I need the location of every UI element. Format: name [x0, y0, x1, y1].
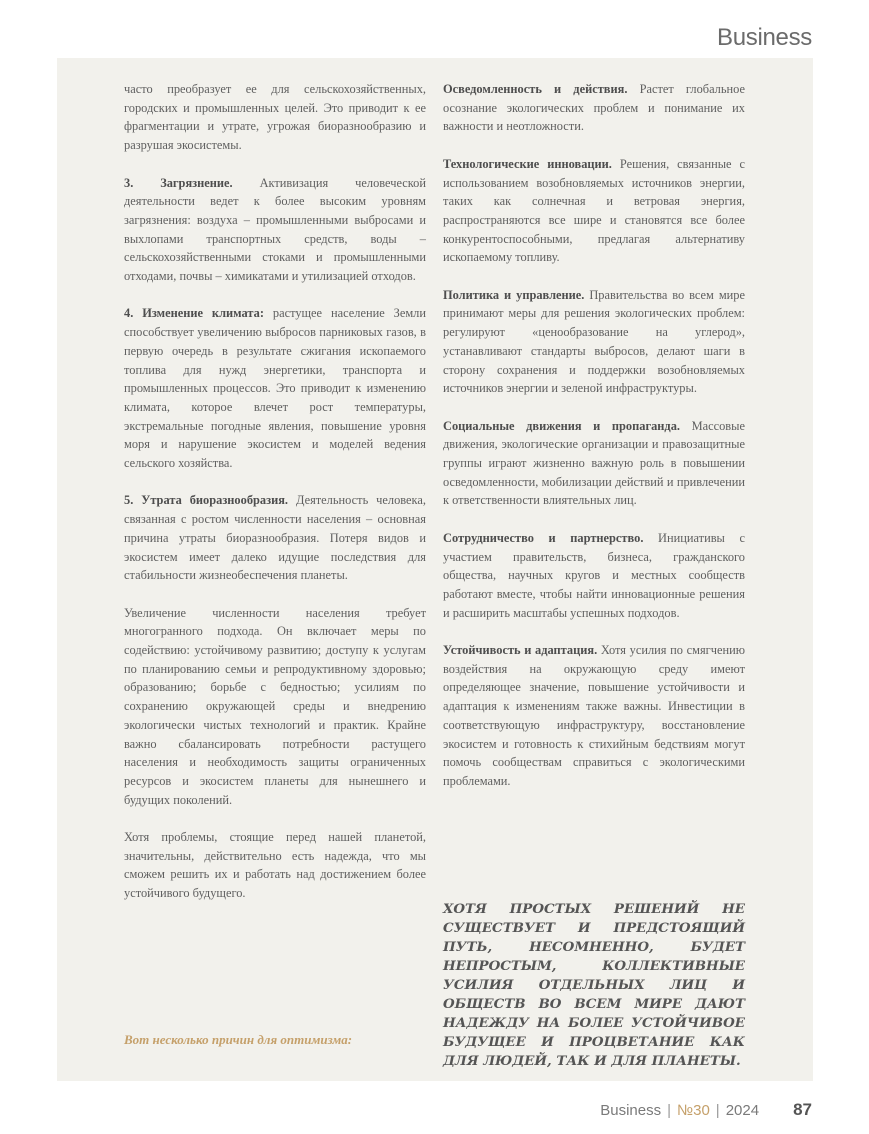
reason-heading: Устойчивость и адаптация. — [443, 643, 598, 658]
page-footer — [600, 1100, 812, 1120]
paragraph-heading: 5. Утрата биоразнообразия. — [124, 493, 289, 508]
pull-quote: ХОТЯ ПРОСТЫХ РЕШЕНИЙ НЕ СУЩЕСТВУЕТ И ПРЕДСТОЯЩИЙ ПУТЬ, НЕСОМНЕННО, БУДЕТ НЕПРОСТЫМ, КОЛЛЕКТИВНЫЕ УСИЛИЯ ОТДЕЛЬНЫХ ЛИЦ И ОБЩЕСТВ ВО ВСЕМ МИРЕ ДАЮТ НАДЕЖДУ НА БОЛЕЕ УСТОЙЧИВОЕ БУДУЩЕЕ И ПРОЦВЕТАНИЕ КАК ДЛЯ ЛЮДЕЙ, ТАК И ДЛЯ ПЛАНЕТЫ. — [443, 901, 745, 1069]
footer-year: 2024 — [725, 1102, 760, 1119]
right-column — [443, 80, 745, 809]
reason-policy: Политика и управление. Правительства во всем мире принимают меры для решения экологических проблем: регулируют «ценообразование на углерод», устанавливают стандарты выбросов, делают шаги в сторону сохранения и поддержки возобновляемых источников энергии и зеленой инфраструктуры. — [443, 287, 745, 396]
page-number: 87 — [793, 1100, 812, 1119]
reason-technology: Технологические инновации. Решения, связанные с использованием возобновляемых источников энергии, таких как солнечная и ветровая энергия, распространяются все шире и становятся все более конкурентоспособными, предлагая альтернативу ископаемому топливу. — [443, 156, 745, 265]
footer-separator: | — [715, 1102, 720, 1119]
paragraph-heading: 4. Изменение климата: — [124, 306, 264, 321]
footer-issue: №30 — [677, 1102, 710, 1119]
paragraph-climate-change: 4. Изменение климата: растущее население Земли способствует увеличению выбросов парниковых газов, в первую очередь в результате сжигания ископаемого топлива для нужд энергетики, транспорта и промышленных процессов. Это приводит к изменению климата, которое влечет рост температуры, экстремальные погодные явления, повышение уровня моря и нарушение экосистем и моделей ведения сельского хозяйства. — [124, 306, 426, 471]
left-column — [124, 80, 426, 922]
reason-heading: Социальные движения и пропаганда. — [443, 418, 680, 433]
reason-heading: Политика и управление. — [443, 287, 585, 302]
reason-heading: Сотрудничество и партнерство. — [443, 530, 644, 545]
reason-collaboration: Сотрудничество и партнерство. Инициативы с участием правительств, бизнеса, гражданского общества, научных кругов и местных сообществ работают вместе, чтобы найти инновационные решения и расширить масштабы успешных подходов. — [443, 530, 745, 620]
paragraph-heading: 3. Загрязнение. — [124, 175, 233, 190]
reason-social-movements: Социальные движения и пропаганда. Массовые движения, экологические организации и правозащитные группы играют жизненно важную роль в повышении осведомленности, мобилизации действий и привлечении к ответственности влиятельных лиц. — [443, 418, 745, 508]
reason-heading: Осведомленность и действия. — [443, 82, 628, 96]
paragraph-pollution: 3. Загрязнение. Активизация человеческой деятельности ведет к более высоким уровням загрязнения: воздуха – промышленными выбросами и выхлопами транспортных средств, воды – сельскохозяйственными стоками и промышленными отходами, почвы – химикатами и утилизацией отходов. — [124, 175, 426, 284]
section-label: Business — [717, 24, 812, 51]
footer-magazine: Business — [600, 1102, 662, 1119]
paragraph-hope: Хотя проблемы, стоящие перед нашей планетой, значительны, действительно есть надежда, что мы сможем решить их и работать над достижением более устойчивого будущего. — [124, 830, 426, 901]
reason-resilience: Устойчивость и адаптация. Хотя усилия по смягчению воздействия на окружающую среду имеют определяющее значение, повышение устойчивости и адаптация к изменениям также важны. Инвестиции в соответствующую инфраструктуру, восстановление экосистем и готовность к стихийным бедствиям могут помочь сообществам справиться с экологическими проблемами. — [443, 643, 745, 788]
paragraph-land-use: часто преобразует ее для сельскохозяйственных, городских и промышленных целей. Это приводит к ее фрагментации и утрате, угрожая биоразнообразию и разрушая экосистемы. — [124, 82, 426, 153]
paragraph-population-approach: Увеличение численности населения требует многогранного подхода. Он включает меры по содействию: устойчивому развитию; доступу к услугам по планированию семьи и репродуктивному здоровью; образованию; борьбе с бедностью; усилиям по сохранению окружающей среды и внедрению экологически чистых технологий и практик. Крайне важно сбалансировать потребности растущего населения и необходимость защиты ограниченных ресурсов и экосистем планеты для нынешнего и будущих поколений. — [124, 605, 426, 807]
footer-separator: | — [667, 1102, 672, 1119]
paragraph-biodiversity-loss: 5. Утрата биоразнообразия. Деятельность человека, связанная с ростом численности населения – основная причина утраты биоразнообразия. Потеря видов и экосистем имеет далеко идущие последствия для стабильности жизнеобеспечения планеты. — [124, 493, 426, 583]
reason-heading: Технологические инновации. — [443, 156, 612, 171]
reason-awareness: Осведомленность и действия. Растет глобальное осознание экологических проблем и понимание их важности и неотложности. — [443, 82, 745, 134]
optimism-lead: Вот несколько причин для оптимизма: — [124, 1032, 353, 1047]
